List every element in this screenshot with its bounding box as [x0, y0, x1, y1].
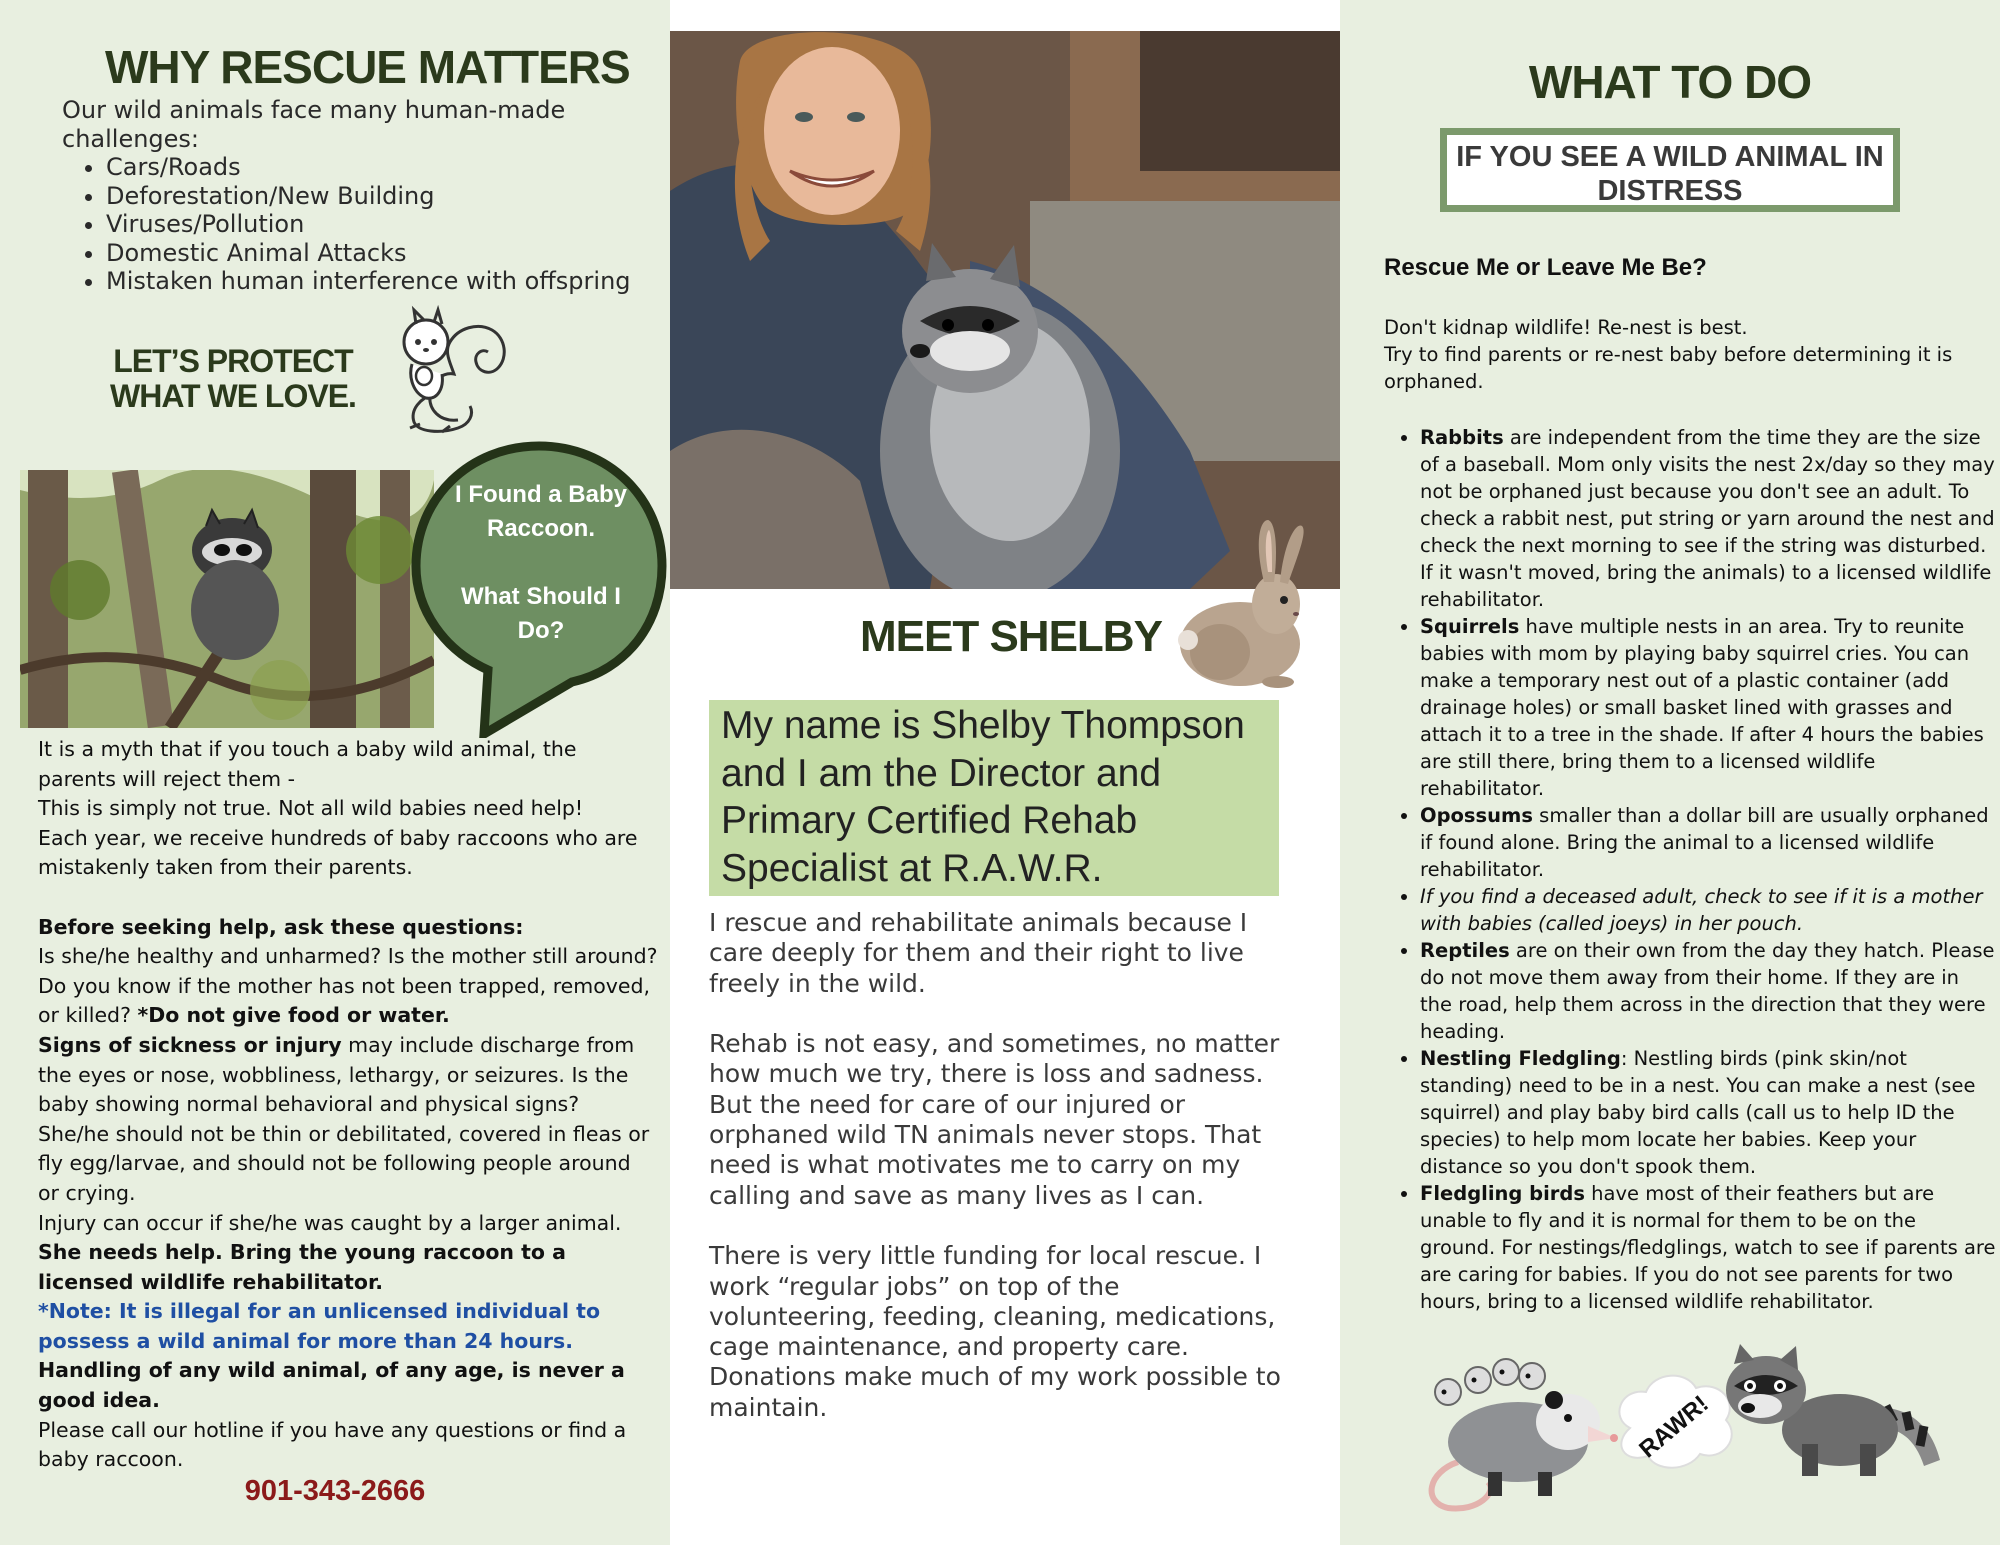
questions-text: Is she/he healthy and unharmed? Is the mother still around? Do you know if the mother has not been trapped, removed, or killed?	[38, 944, 658, 1028]
tip-text: are on their own from the day they hatch. Please do not move them away from their home. If they are in the road, help them across in the direction that they were heading.	[1420, 939, 1995, 1043]
list-item	[1420, 424, 1996, 613]
distress-banner: IF YOU SEE A WILD ANIMAL IN DISTRESS	[1440, 128, 1900, 212]
protect-line-1: LET’S PROTECT	[113, 343, 353, 379]
questions-heading: Before seeking help, ask these questions:	[38, 914, 524, 939]
speech-bubble-text	[436, 478, 646, 648]
why-rescue-title: WHY RESCUE MATTERS	[105, 41, 630, 93]
list-item: • Domestic Animal Attacks	[106, 239, 666, 268]
each-year-text: Each year, we receive hundreds of baby raccoons who are mistakenly taken from their parents.	[38, 825, 638, 880]
mid-paragraph-3: There is very little funding for local rescue. I work “regular jobs” on top of the volunteering, feeding, cleaning, medications, cage maintenance, and property care.	[709, 1241, 1276, 1362]
tip-text: have most of their feathers but are unable to fly and it is normal for them to be on the ground. For nestings/fledglings, watch to see if parents are are caring for babies. If you do not see parents for two hours, bring to a licensed wildlife rehabilitator.	[1420, 1182, 1996, 1313]
list-item: • Viruses/Pollution	[106, 210, 666, 239]
no-food-warning: *Do not give food or water.	[137, 1003, 450, 1028]
squirrel-illustration	[380, 302, 515, 442]
list-item: • Deforestation/New Building	[106, 182, 666, 211]
myth-text: It is a myth that if you touch a baby wild animal, the parents will reject them -	[38, 737, 577, 791]
needs-help-text: She needs help. Bring the young raccoon to a licensed wildlife rehabilitator.	[38, 1240, 566, 1294]
tip-text: are independent from the time they are the size of a baseball. Mom only visits the nest 2x/day so they may not be orphaned just because you don't see an adult. To check a rabbit nest, put string or yarn around the nest and check the next morning to see if the string was disturbed. If it wasn't moved, bring the animals) to a licensed wildlife rehabilitator.	[1420, 426, 1995, 611]
tip-label: Reptiles	[1420, 939, 1510, 962]
animal-tips-list	[1384, 424, 1996, 1315]
shelby-intro-box	[709, 700, 1279, 896]
tip-label: Squirrels	[1420, 615, 1520, 638]
tip-text: If you find a deceased adult, check to see if it is a mother with babies (called joeys) in her pouch.	[1420, 885, 1983, 935]
tip-text: have multiple nests in an area. Try to reunite babies with mom by playing baby squirrel cries. You can make a temporary nest out of a plastic container (add drainage holes) or small basket lined with grasses and attach it to a tree in the shade. If after 4 hours the babies are still there, bring them to a licensed wildlife rehabilitator.	[1420, 615, 1984, 800]
meet-shelby-title: MEET SHELBY	[860, 612, 1162, 661]
shelby-with-raccoon-photo	[670, 31, 1340, 589]
intro-line-1: Don't kidnap wildlife! Re-nest is best.	[1384, 316, 1748, 339]
rescue-heading: Rescue Me or Leave Me Be?	[1384, 254, 1707, 281]
challenges-intro: Our wild animals face many human-made challenges:	[62, 96, 566, 153]
tip-text: smaller than a dollar bill are usually orphaned if found alone. Bring the animal to a licensed wildlife rehabilitator.	[1420, 804, 1989, 881]
tip-label: Fledgling birds	[1420, 1182, 1585, 1205]
list-item: • Cars/Roads	[106, 153, 666, 182]
protect-slogan	[110, 344, 356, 414]
right-intro-text	[1384, 314, 1984, 395]
not-true-text: This is simply not true. Not all wild babies need help!	[38, 796, 584, 821]
rabbit-illustration	[1168, 512, 1320, 692]
challenges-list	[62, 153, 666, 296]
list-item	[1420, 1180, 1996, 1315]
tip-text: : Nestling birds (pink skin/not standing) need to be in a nest. You can make a nest (see squirrel) and play baby bird calls (call us to help ID the species) to help mom locate her babies. Keep your distance so you don't spook them.	[1420, 1047, 1976, 1178]
list-item	[1420, 883, 1996, 937]
signs-label: Signs of sickness or injury	[38, 1032, 342, 1057]
list-item	[1420, 802, 1996, 883]
signs-text: may include discharge from the eyes or nose, wobbliness, lethargy, or seizures. Is the baby showing normal behavioral and physical signs?	[38, 1032, 635, 1117]
injury-text: Injury can occur if she/he was caught by a larger animal.	[38, 1210, 622, 1235]
raccoon-illustration	[1710, 1340, 1950, 1480]
list-item	[1420, 613, 1996, 802]
mid-paragraph-1: I rescue and rehabilitate animals because I care deeply for them and their right to live freely in the wild.	[709, 908, 1248, 998]
bubble-line-2: What Should I Do?	[461, 583, 621, 644]
left-body-text	[38, 735, 658, 1475]
mid-paragraph-2: Rehab is not easy, and sometimes, no matter how much we try, there is loss and sadness. But the need for care of our injured or orphaned wild TN animals never stops. That need is what motivates me to carry on my calling and save as many lives as I can.	[709, 1029, 1280, 1210]
rawr-text: RAWR!	[1634, 1390, 1714, 1464]
tip-label: Rabbits	[1420, 426, 1504, 449]
bubble-line-1: I Found a Baby Raccoon.	[454, 481, 627, 542]
what-to-do-title: WHAT TO DO	[1528, 56, 1812, 108]
handling-warning: Handling of any wild animal, of any age, is never a good idea.	[38, 1358, 625, 1413]
tip-label: Nestling Fledgling	[1420, 1047, 1621, 1070]
legal-note: *Note: It is illegal for an unlicensed individual to possess a wild animal for more than 24 hours.	[38, 1299, 601, 1353]
shelby-intro-text: My name is Shelby Thompson and I am the Director and Primary Certified Rehab Specialist at R.A.W.R.	[721, 704, 1245, 890]
raccoon-in-tree-photo	[20, 470, 434, 728]
call-text: Please call our hotline if you have any questions or find a baby raccoon.	[38, 1417, 627, 1472]
list-item: • Mistaken human interference with offspring	[106, 267, 666, 296]
intro-line-2: Try to find parents or re-nest baby before determining it is orphaned.	[1384, 343, 1953, 393]
list-item	[1420, 1045, 1996, 1180]
list-item	[1420, 937, 1996, 1045]
tip-label: Opossums	[1420, 804, 1533, 827]
hotline-number[interactable]: 901-343-2666	[244, 1475, 426, 1507]
mid-paragraph-4: Donations make much of my work possible to maintain.	[709, 1362, 1281, 1422]
middle-body-text	[709, 908, 1289, 1423]
opossum-illustration	[1418, 1342, 1618, 1512]
protect-line-2: WHAT WE LOVE.	[110, 378, 356, 414]
thin-text: She/he should not be thin or debilitated, covered in fleas or fly egg/larvae, and should not be following people around or crying.	[38, 1121, 650, 1205]
